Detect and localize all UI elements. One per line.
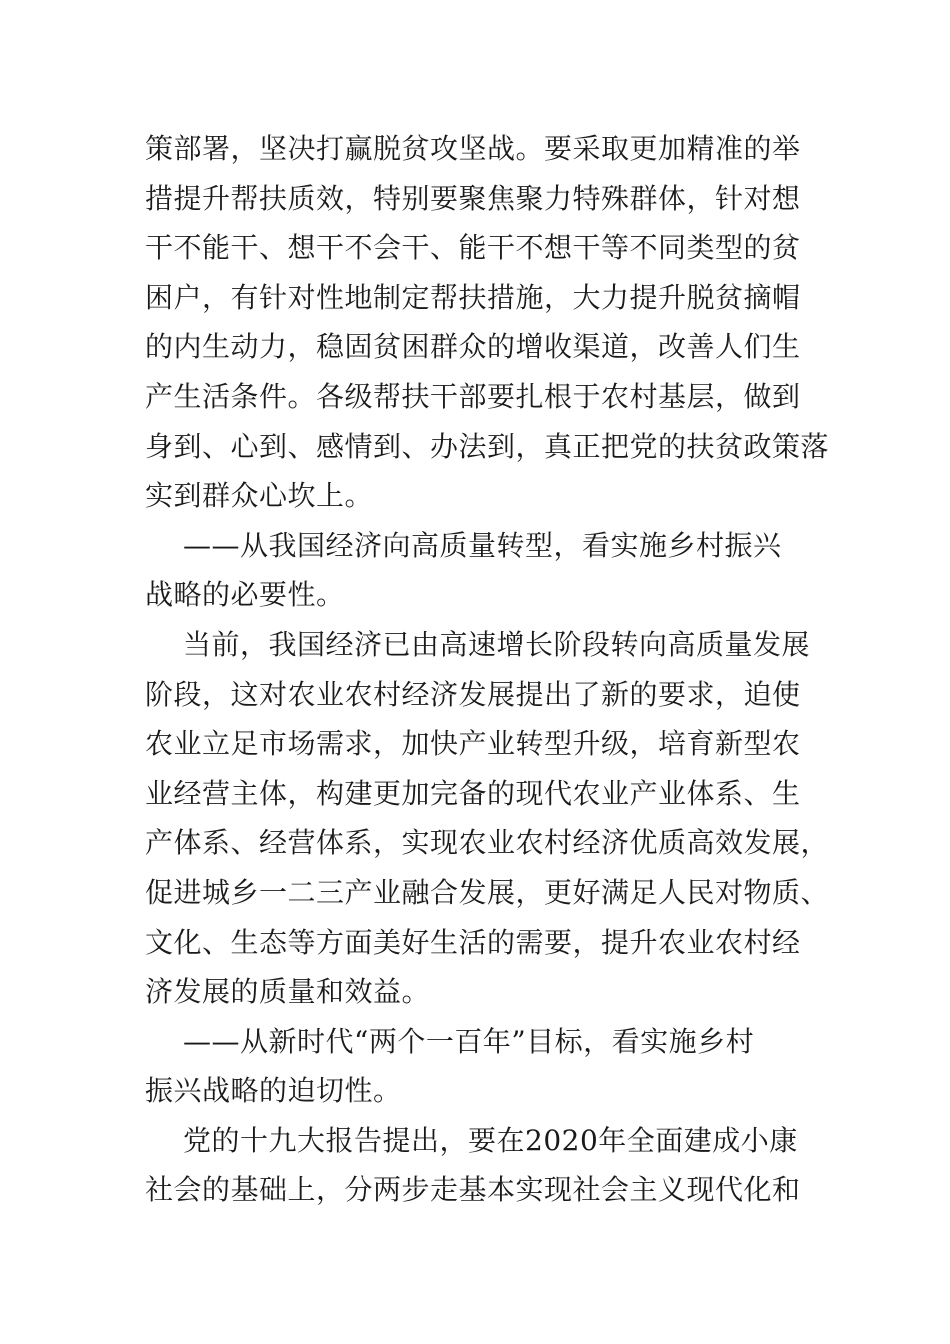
text-line: 身到、心到、感情到、办法到，真正把党的扶贫政策落 (145, 429, 830, 463)
text-line: 策部署，坚决打赢脱贫攻坚战。要采取更加精准的举 (145, 132, 801, 165)
text-line: 困户，有针对性地制定帮扶措施，大力提升脱贫摘帽 (145, 280, 801, 314)
text-line: 济发展的质量和效益。 (145, 975, 431, 1009)
text-line: 实到群众心坎上。 (145, 479, 374, 513)
text-line: 促进城乡一二三产业融合发展，更好满足人民对物质、 (145, 875, 830, 909)
text-line: 阶段，这对农业农村经济发展提出了新的要求，迫使 (145, 677, 801, 711)
text-line: ——从我国经济向高质量转型，看实施乡村振兴 (183, 528, 782, 562)
text-line: 社会的基础上，分两步走基本实现社会主义现代化和 (145, 1173, 801, 1207)
text-line: 党的十九大报告提出，要在2020年全面建成小康 (183, 1123, 798, 1157)
text-line: 产体系、经营体系，实现农业农村经济优质高效发展， (145, 826, 830, 860)
text-line: 的内生动力，稳固贫困群众的增收渠道，改善人们生 (145, 330, 801, 364)
body-text (145, 124, 830, 1215)
text-line: ——从新时代“两个一百年”目标，看实施乡村 (183, 1024, 755, 1058)
text-line: 文化、生态等方面美好生活的需要，提升农业农村经 (145, 925, 801, 959)
text-line: 干不能干、想干不会干、能干不想干等不同类型的贫 (145, 231, 801, 265)
text-line: 业经营主体，构建更加完备的现代农业产业体系、生 (145, 776, 801, 810)
text-line: 农业立足市场需求，加快产业转型升级，培育新型农 (145, 727, 801, 761)
text-line: 当前，我国经济已由高速增长阶段转向高质量发展 (183, 627, 811, 661)
text-line: 振兴战略的迫切性。 (145, 1074, 402, 1108)
text-line: 战略的必要性。 (145, 578, 345, 612)
text-line: 产生活条件。各级帮扶干部要扎根于农村基层，做到 (145, 379, 801, 413)
text-line: 措提升帮扶质效，特别要聚焦聚力特殊群体，针对想 (145, 181, 801, 215)
